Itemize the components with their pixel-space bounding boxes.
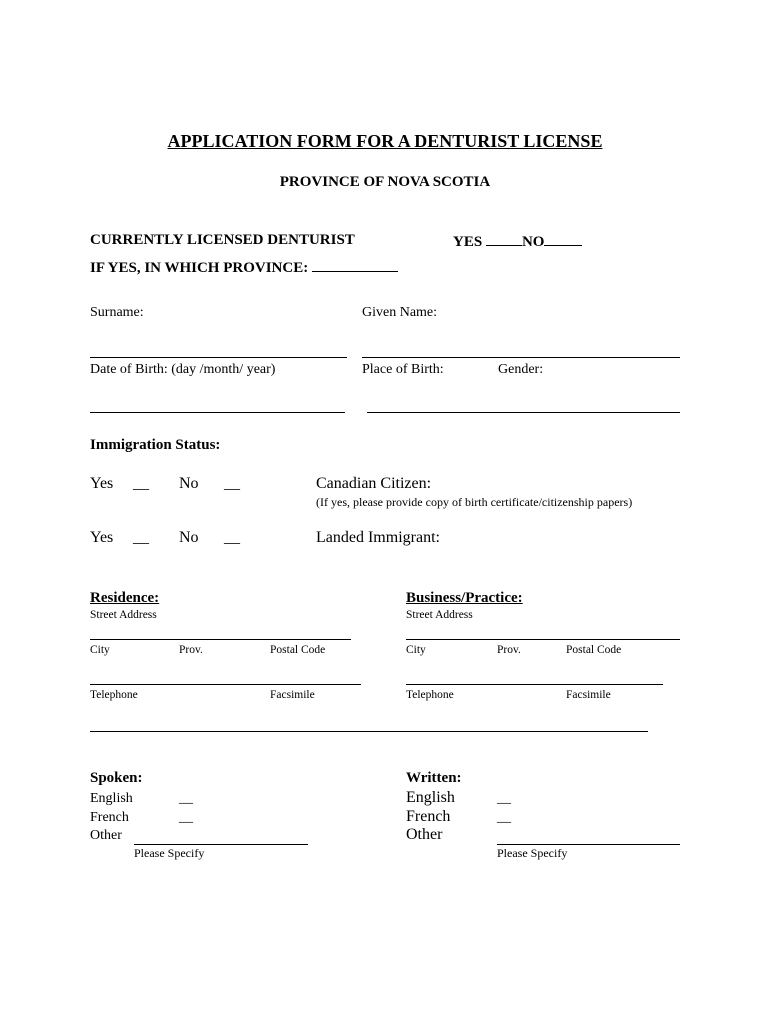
landed-immigrant-label: Landed Immigrant: xyxy=(316,529,440,546)
residence-street-label: Street Address xyxy=(90,609,157,621)
business-city-line[interactable] xyxy=(406,684,663,685)
written-other-label: Other xyxy=(406,826,443,843)
business-facsimile-label: Facsimile xyxy=(566,689,611,701)
licensed-no-blank[interactable] xyxy=(544,232,582,246)
immigration-heading: Immigration Status: xyxy=(90,437,221,453)
licensed-yes-label: YES xyxy=(453,234,483,250)
written-english-label: English xyxy=(406,789,455,806)
written-french-blank[interactable]: __ xyxy=(497,810,511,825)
spoken-english-label: English xyxy=(90,791,133,806)
spoken-other-label: Other xyxy=(90,828,122,843)
licensed-yes-blank[interactable] xyxy=(486,232,522,246)
spoken-please-specify: Please Specify xyxy=(134,846,205,860)
citizen-note: (If yes, please provide copy of birth certificate/citizenship papers) xyxy=(316,495,633,509)
licensed-no-label: NO xyxy=(521,234,545,250)
written-heading: Written: xyxy=(406,770,462,786)
dob-label: Date of Birth: (day /month/ year) xyxy=(90,362,276,377)
currently-licensed-label: CURRENTLY LICENSED DENTURIST xyxy=(90,232,355,248)
citizen-yes-blank[interactable]: __ xyxy=(133,475,149,492)
spoken-english-blank[interactable]: __ xyxy=(179,791,193,806)
birth-gender-line[interactable] xyxy=(367,412,680,413)
gender-label: Gender: xyxy=(498,362,544,377)
surname-line[interactable] xyxy=(90,357,347,358)
given-name-line[interactable] xyxy=(362,357,680,358)
residence-city-label: City xyxy=(90,644,110,656)
immigrant-no-blank[interactable]: __ xyxy=(224,529,240,546)
business-telephone-label: Telephone xyxy=(406,689,454,701)
immigrant-yes-blank[interactable]: __ xyxy=(133,529,149,546)
written-french-label: French xyxy=(406,808,451,825)
business-postal-label: Postal Code xyxy=(566,644,622,656)
which-province-row xyxy=(90,258,398,277)
licensed-yes-no xyxy=(453,232,582,251)
business-street-label: Street Address xyxy=(406,609,473,621)
which-province-label: IF YES, IN WHICH PROVINCE: xyxy=(90,260,309,276)
form-title: APPLICATION FORM FOR A DENTURIST LICENSE xyxy=(167,131,603,151)
form-subtitle: PROVINCE OF NOVA SCOTIA xyxy=(279,174,491,190)
dob-line[interactable] xyxy=(90,412,345,413)
residence-telephone-label: Telephone xyxy=(90,689,138,701)
written-please-specify: Please Specify xyxy=(497,846,568,860)
business-prov-label: Prov. xyxy=(497,644,521,656)
business-city-label: City xyxy=(406,644,426,656)
citizen-yes-label: Yes xyxy=(90,475,114,492)
surname-label: Surname: xyxy=(90,305,144,320)
immigrant-no-label: No xyxy=(179,529,199,546)
business-heading: Business/Practice: xyxy=(406,590,523,606)
place-of-birth-label: Place of Birth: xyxy=(362,362,444,377)
immigrant-yes-label: Yes xyxy=(90,529,114,546)
residence-prov-label: Prov. xyxy=(179,644,203,656)
residence-street-line[interactable] xyxy=(90,639,351,640)
telephone-line[interactable] xyxy=(90,731,648,732)
spoken-french-blank[interactable]: __ xyxy=(179,810,193,825)
citizen-no-label: No xyxy=(179,475,199,492)
residence-facsimile-label: Facsimile xyxy=(270,689,315,701)
spoken-heading: Spoken: xyxy=(90,770,143,786)
spoken-other-line[interactable] xyxy=(134,844,308,845)
written-english-blank[interactable]: __ xyxy=(497,791,511,806)
spoken-french-label: French xyxy=(90,810,129,825)
residence-postal-label: Postal Code xyxy=(270,644,326,656)
residence-city-line[interactable] xyxy=(90,684,361,685)
canadian-citizen-label: Canadian Citizen: xyxy=(316,475,432,492)
which-province-blank[interactable] xyxy=(312,258,398,272)
given-name-label: Given Name: xyxy=(362,305,438,320)
business-street-line[interactable] xyxy=(406,639,680,640)
written-other-line[interactable] xyxy=(497,844,680,845)
citizen-no-blank[interactable]: __ xyxy=(224,475,240,492)
residence-heading: Residence: xyxy=(90,590,160,606)
